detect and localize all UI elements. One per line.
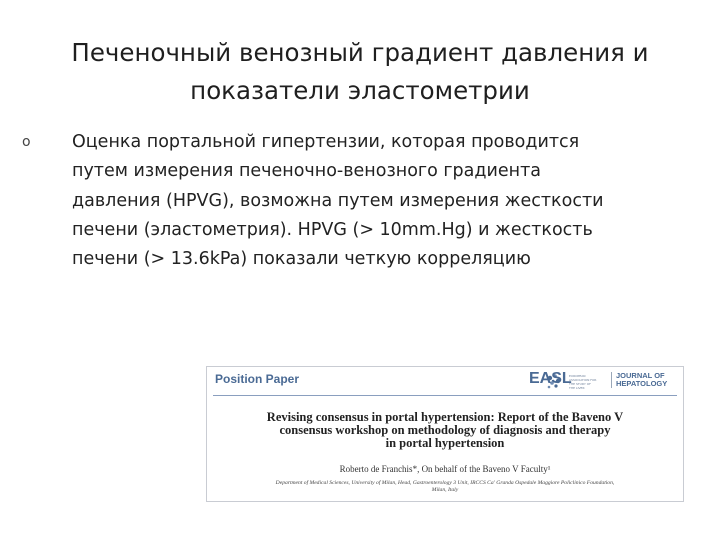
bullet-line-3: давления (HPVG), возможна путем измерения жесткости <box>72 190 604 211</box>
journal-line-1: JOURNAL OF <box>616 371 665 380</box>
publisher-logos <box>511 371 679 393</box>
paper-type-label: Position Paper <box>215 372 300 386</box>
bullet-line-2: путем измерения печеночно-венозного градиента <box>72 161 541 182</box>
paper-title-line-3: in portal hypertension <box>385 436 505 450</box>
paper-title-line-1: Revising consensus in portal hypertension: Report of the Baveno V <box>266 410 624 424</box>
paper-affiliation <box>219 480 671 494</box>
easl-subtitle: EUROPEAN ASSOCIATION FOR THE STUDY OF THE LIVER <box>569 374 597 390</box>
paper-title-line-2: consensus workshop on methodology of diagnosis and therapy <box>279 423 611 437</box>
bullet-line-5: печени (> 13.6kPa) показали четкую корреляцию <box>72 249 531 270</box>
paper-affiliation-line-2: Milan, Italy <box>431 487 459 493</box>
bullet-marker: o <box>22 134 31 150</box>
paper-title <box>217 411 673 450</box>
slide-title-line-2: показатели эластометрии <box>190 76 530 105</box>
paper-excerpt-image <box>206 366 684 502</box>
slide-title-line-1: Печеночный венозный градиент давления и <box>71 38 649 67</box>
paper-authors: Roberto de Franchis*, On behalf of the Baveno V Faculty¹ <box>339 464 551 474</box>
journal-line-2: HEPATOLOGY <box>616 379 668 388</box>
journal-name <box>611 372 680 388</box>
bullet-line-1: Оценка портальной гипертензии, которая проводится <box>72 132 580 152</box>
slide-title <box>30 34 690 110</box>
paper-header-divider <box>213 395 677 396</box>
easl-wordmark: EASL <box>529 370 572 387</box>
paper-affiliation-line-1: Department of Medical Sciences, University of Milan, Head, Gastroenterology 3 Unit, IRCCS Ca' Granda Ospedale Maggiore Policlinico Foundation, <box>275 480 615 486</box>
bullet-line-4: печени (эластометрия). HPVG (> 10mm.Hg) и жесткость <box>72 219 593 240</box>
bullet-text <box>72 128 702 274</box>
